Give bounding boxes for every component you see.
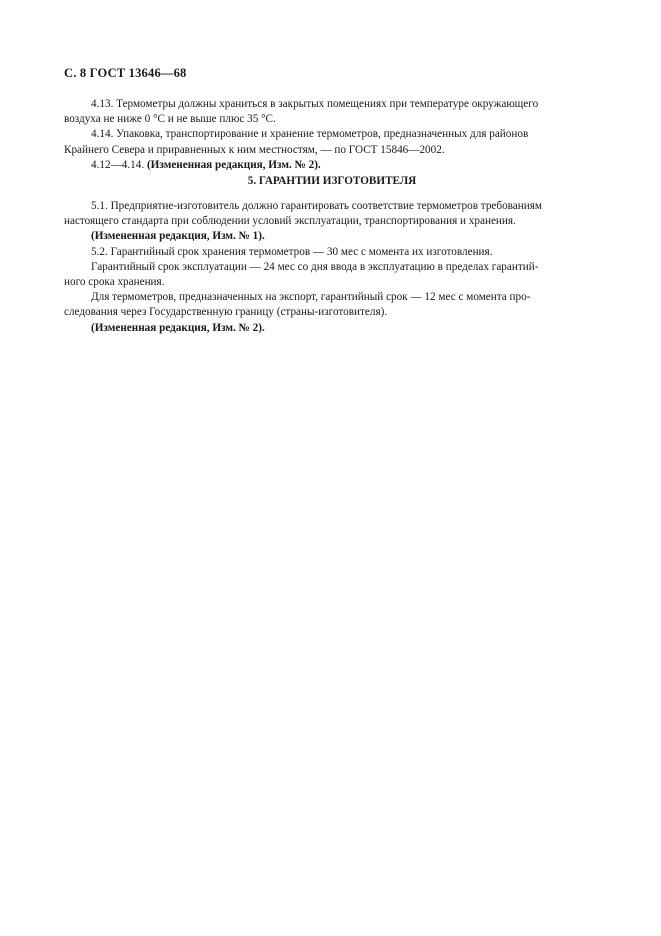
section-5-text <box>64 199 600 336</box>
paragraph-4-14 <box>64 127 600 142</box>
page-header: С. 8 ГОСТ 13646—68 <box>64 66 187 80</box>
paragraph-5-1-line-1: 5.1. Предприятие-изготовитель должно гарантировать соответствие термометров требованиям <box>91 200 542 212</box>
paragraph-5-1-amendment: (Измененная редакция, Изм. № 1). <box>91 230 265 243</box>
paragraph-5-2-export <box>64 290 600 305</box>
section-5-title: 5. ГАРАНТИИ ИЗГОТОВИТЕЛЯ <box>247 175 417 187</box>
paragraph-4-13-line-1: 4.13. Термометры должны храниться в закрытых помещениях при температуре окружающего <box>91 98 539 110</box>
paragraph-5-2-operation <box>64 260 600 275</box>
amendment-range: 4.12—4.14. <box>91 158 147 171</box>
amendment-note: (Измененная редакция, Изм. № 2). <box>146 158 321 171</box>
paragraph-5-2-export-continuation: следования через Государственную границу (страны-изготовителя). <box>64 306 388 319</box>
paragraph-4-13-continuation: воздуха не ниже 0 °С и не выше плюс 35 °С. <box>64 113 276 126</box>
paragraph-5-2: 5.2. Гарантийный срок хранения термометров — 30 мес с момента их изготовления. <box>91 245 493 258</box>
paragraph-4-14-line-1: 4.14. Упаковка, транспортирование и хранение термометров, предназначенных для районов <box>91 128 529 141</box>
paragraph-5-1 <box>64 199 600 214</box>
paragraph-4-13 <box>64 97 600 112</box>
section-4-text <box>64 97 600 173</box>
paragraph-5-2-operation-continuation: ного срока хранения. <box>64 276 165 289</box>
paragraph-4-12-4-14-amendment <box>64 158 600 173</box>
paragraph-5-1-continuation: настоящего стандарта при соблюдении условий эксплуатации, транспортирования и хранения. <box>64 215 516 228</box>
paragraph-5-2-export-line-1: Для термометров, предназначенных на экспорт, гарантийный срок — 12 мес с момента про- <box>91 291 531 304</box>
paragraph-5-2-amendment: (Измененная редакция, Изм. № 2). <box>91 321 265 334</box>
paragraph-5-2-operation-line-1: Гарантийный срок эксплуатации — 24 мес со дня ввода в эксплуатацию в пределах гарантий- <box>91 260 539 273</box>
paragraph-4-14-continuation: Крайнего Севера и приравненных к ним местностям, — по ГОСТ 15846—2002. <box>64 143 445 156</box>
